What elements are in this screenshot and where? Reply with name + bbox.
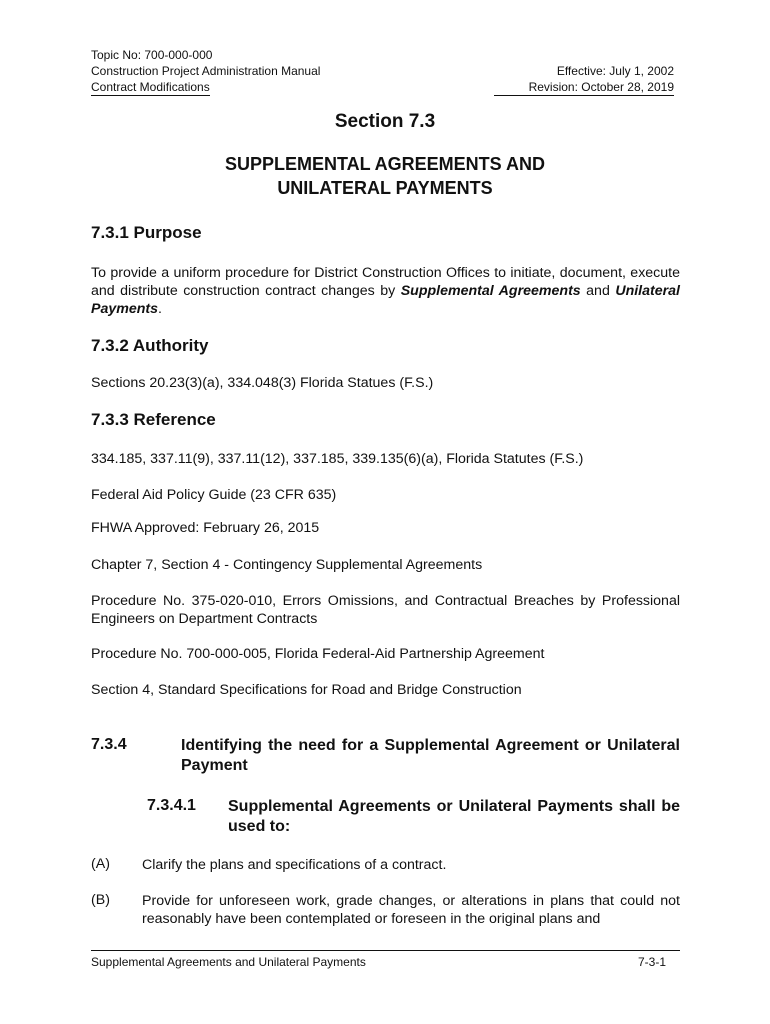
document-title-line-2: UNILATERAL PAYMENTS — [277, 178, 493, 198]
purpose-paragraph — [91, 264, 680, 318]
reference-item: Section 4, Standard Specifications for Road and Bridge Construction — [91, 682, 522, 698]
purpose-bold-b: Unilateral Payments — [91, 283, 680, 317]
authority-heading: 7.3.2 Authority — [91, 336, 209, 355]
page-number: 7-3-1 — [637, 955, 666, 969]
reference-item: Federal Aid Policy Guide (23 CFR 635) — [91, 487, 337, 503]
purpose-bold-a: Supplemental Agreements — [400, 283, 581, 299]
chapter-name: Contract Modifications — [91, 80, 210, 94]
authority-text: Sections 20.23(3)(a), 334.048(3) Florida Statues (F.S.) — [91, 375, 434, 391]
reference-item: 334.185, 337.11(9), 337.11(12), 337.185, 339.135(6)(a), Florida Statutes (F.S.) — [91, 451, 584, 467]
reference-item: Chapter 7, Section 4 - Contingency Supplemental Agreements — [91, 557, 483, 573]
footer-rule — [91, 950, 680, 951]
reference-item: Procedure No. 375-020-010, Errors Omissions, and Contractual Breaches by Professional Engineers on Department Contracts — [91, 593, 680, 627]
reference-item: Procedure No. 700-000-005, Florida Federal-Aid Partnership Agreement — [91, 646, 545, 662]
purpose-text-b: and — [580, 283, 616, 299]
purpose-text-c: . — [158, 301, 162, 317]
section-7-3-4-number: 7.3.4 — [91, 736, 127, 753]
section-7-3-4-1-number: 7.3.4.1 — [147, 797, 196, 814]
section-7-3-4-1-title: Supplemental Agreements or Unilateral Payments shall be used to: — [228, 798, 680, 835]
purpose-heading: 7.3.1 Purpose — [91, 223, 202, 242]
list-item-text: Provide for unforeseen work, grade changes, or alterations in plans that could not reasonably have been contemplated or foreseen in the original plans and — [142, 893, 680, 927]
document-title-line-1: SUPPLEMENTAL AGREEMENTS AND — [224, 154, 546, 174]
reference-heading: 7.3.3 Reference — [91, 410, 216, 429]
manual-name: Construction Project Administration Manual — [91, 64, 321, 78]
revision-date: Revision: October 28, 2019 — [494, 79, 674, 96]
purpose-text-a: To provide a uniform procedure for District Construction Offices to initiate, document, execute and distribute construction contract changes by — [91, 265, 680, 299]
list-item-label: (A) — [91, 856, 110, 872]
list-item-label: (B) — [91, 892, 110, 908]
topic-number: Topic No: 700-000-000 — [91, 48, 213, 62]
section-title: Section 7.3 — [334, 111, 436, 132]
section-7-3-4-title: Identifying the need for a Supplemental Agreement or Unilateral Payment — [181, 737, 680, 774]
footer-title: Supplemental Agreements and Unilateral Payments — [91, 955, 366, 969]
page-header — [91, 47, 674, 96]
document-title — [0, 152, 770, 200]
effective-date: Effective: July 1, 2002 — [556, 64, 674, 78]
list-item-text: Clarify the plans and specifications of a contract. — [142, 857, 447, 873]
reference-item: FHWA Approved: February 26, 2015 — [91, 520, 320, 536]
page-footer — [91, 955, 666, 969]
